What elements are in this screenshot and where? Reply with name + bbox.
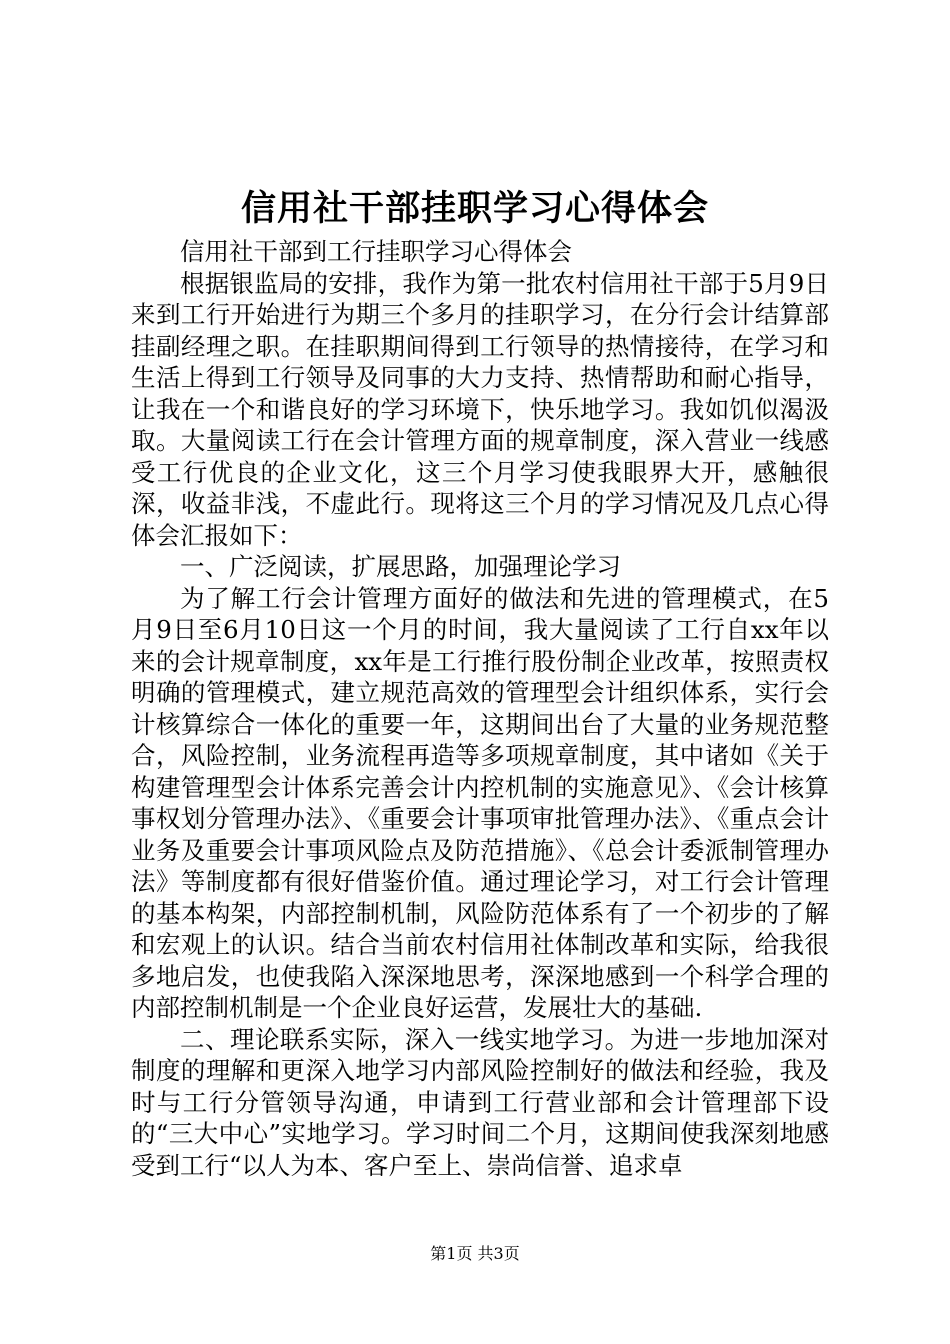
section-heading-1: 一、广泛阅读，扩展思路，加强理论学习 (180, 552, 621, 581)
page-footer: 第1页 共3页 (430, 1244, 520, 1263)
section-2-paragraph: 二、理论联系实际，深入一线实地学习。为进一步地加深对制度的理解和更深入地学习内部风险控制好的做法和经验，我及时与工行分管领导沟通，申请到工行营业部和会计管理部下设的“三大中心”实地学习。学习时间二个月，这期间使我深刻地感受到工行“以人为本、客户至上、崇尚信誉、追求卓 (131, 1024, 829, 1180)
document-body (131, 236, 829, 1181)
section-1-paragraph: 为了解工行会计管理方面好的做法和先进的管理模式，在5月9日至6月10日这一个月的时间，我大量阅读了工行自xx年以来的会计规章制度，xx年是工行推行股份制企业改革，按照责权明确的管理模式，建立规范高效的管理型会计组织体系，实行会计核算综合一体化的重要一年，这期间出台了大量的业务规范整合，风险控制，业务流程再造等多项规章制度，其中诸如《关于构建管理型会计体系完善会计内控机制的实施意见》、《会计核算事权划分管理办法》、《重要会计事项审批管理办法》、《重点会计业务及重要会计事项风险点及防范措施》、《总会计委派制管理办法》等制度都有很好借鉴价值。通过理论学习，对工行会计管理的基本构架，内部控制机制，风险防范体系有了一个初步的了解和宏观上的认识。结合当前农村信用社体制改革和实际，给我很多地启发，也使我陷入深深地思考，深深地感到一个科学合理的内部控制机制是一个企业良好运营，发展壮大的基础. (131, 583, 829, 1022)
subtitle-paragraph: 信用社干部到工行挂职学习心得体会 (180, 237, 572, 266)
document-title: 信用社干部挂职学习心得体会 (240, 188, 709, 229)
intro-paragraph: 根据银监局的安排，我作为第一批农村信用社干部于5月9日来到工行开始进行为期三个多月的挂职学习，在分行会计结算部挂副经理之职。在挂职期间得到工行领导的热情接待，在学习和生活上得到工行领导及同事的大力支持、热情帮助和耐心指导，让我在一个和谐良好的学习环境下，快乐地学习。我如饥似渴汲取。大量阅读工行在会计管理方面的规章制度，深入营业一线感受工行优良的企业文化，这三个月学习使我眼界大开，感触很深，收益非浅，不虚此行。现将这三个月的学习情况及几点心得体会汇报如下： (131, 268, 829, 550)
